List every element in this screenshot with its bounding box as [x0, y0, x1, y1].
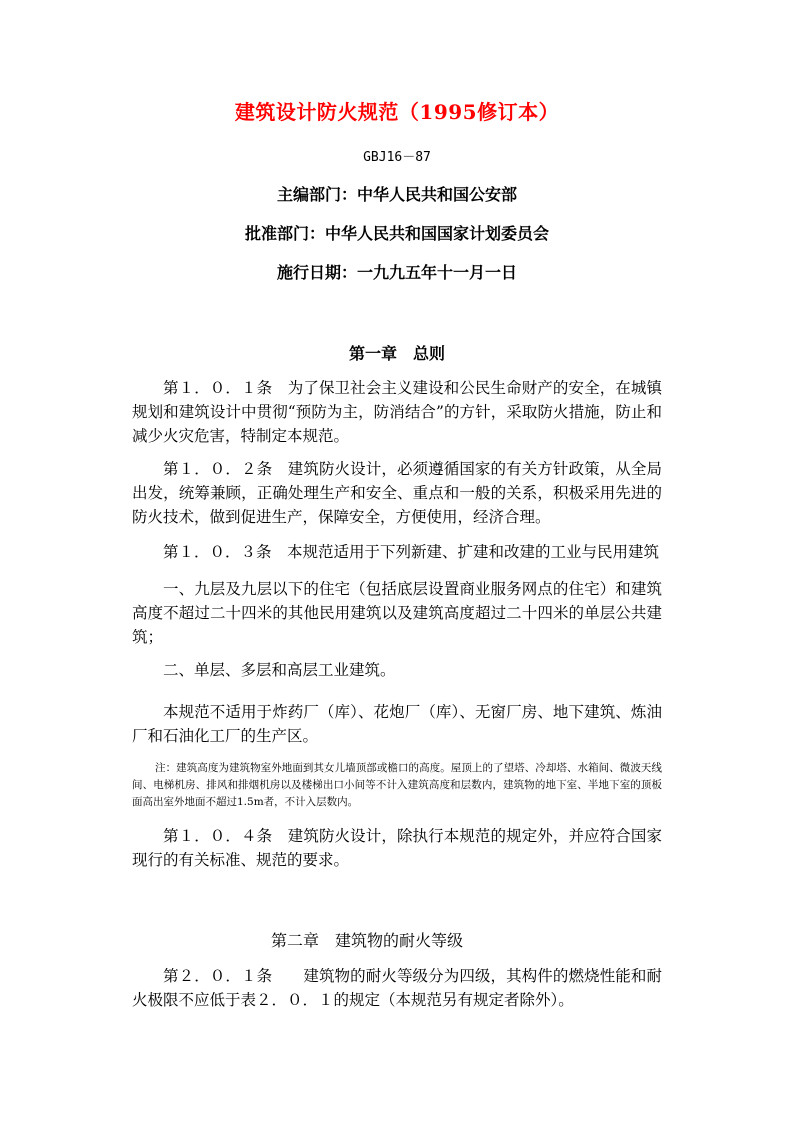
document-title: 建筑设计防火规范（1995修订本） — [234, 100, 560, 124]
exclusion-paragraph: 本规范不适用于炸药厂（库）、花炮厂（库）、无窗厂房、地下建筑、炼油厂和石油化工厂的生产区。 — [132, 703, 662, 745]
editor-department: 主编部门：中华人民共和国公安部 — [276, 185, 517, 204]
effective-date: 施行日期：一九九五年十一月一日 — [276, 263, 517, 282]
clause-paragraph: 二、单层、多层和高层工业建筑。 — [163, 661, 396, 679]
footnote: 注：建筑高度为建筑物室外地面到其女儿墙顶部或檐口的高度。屋顶上的了望塔、冷却塔、水箱间、微波天线间、电梯机房、排风和排烟机房以及楼梯出口小间等不计入建筑高度和层数内，建筑物的地下室、半地下室的顶板面高出室外地面不超过1.5m者，不计入层数内。 — [132, 762, 662, 808]
document-code: GBJ16－87 — [363, 150, 431, 165]
approval-department: 批准部门：中华人民共和国国家计划委员会 — [244, 224, 549, 243]
chapter-heading: 第一章 总则 — [348, 344, 445, 363]
article-paragraph: 第１．０．３条 本规范适用于下列新建、扩建和改建的工业与民用建筑 — [163, 543, 660, 561]
article-paragraph: 第１．０．４条 建筑防火设计，除执行本规范的规定外，并应符合国家现行的有关标准、规范的要求。 — [132, 827, 662, 869]
article-paragraph: 第２．０．１条 建筑物的耐火等级分为四级，其构件的燃烧性能和耐火极限不应低于表２．０．１的规定（本规范另有规定者除外）。 — [132, 967, 662, 1009]
article-paragraph: 第１．０．２条 建筑防火设计，必须遵循国家的有关方针政策，从全局出发，统筹兼顾，正确处理生产和安全、重点和一般的关系，积极采用先进的防火技术，做到促进生产，保障安全，方便使用，经济合理。 — [132, 460, 662, 526]
clause-paragraph: 一、九层及九层以下的住宅（包括底层设置商业服务网点的住宅）和建筑高度不超过二十四米的其他民用建筑以及建筑高度超过二十四米的单层公共建筑； — [132, 580, 662, 646]
chapter-heading: 第二章 建筑物的耐火等级 — [270, 931, 463, 950]
article-paragraph: 第１．０．１条 为了保卫社会主义建设和公民生命财产的安全，在城镇规划和建筑设计中贯彻“预防为主，防消结合”的方针，采取防火措施，防止和减少火灾危害，特制定本规范。 — [132, 379, 662, 445]
